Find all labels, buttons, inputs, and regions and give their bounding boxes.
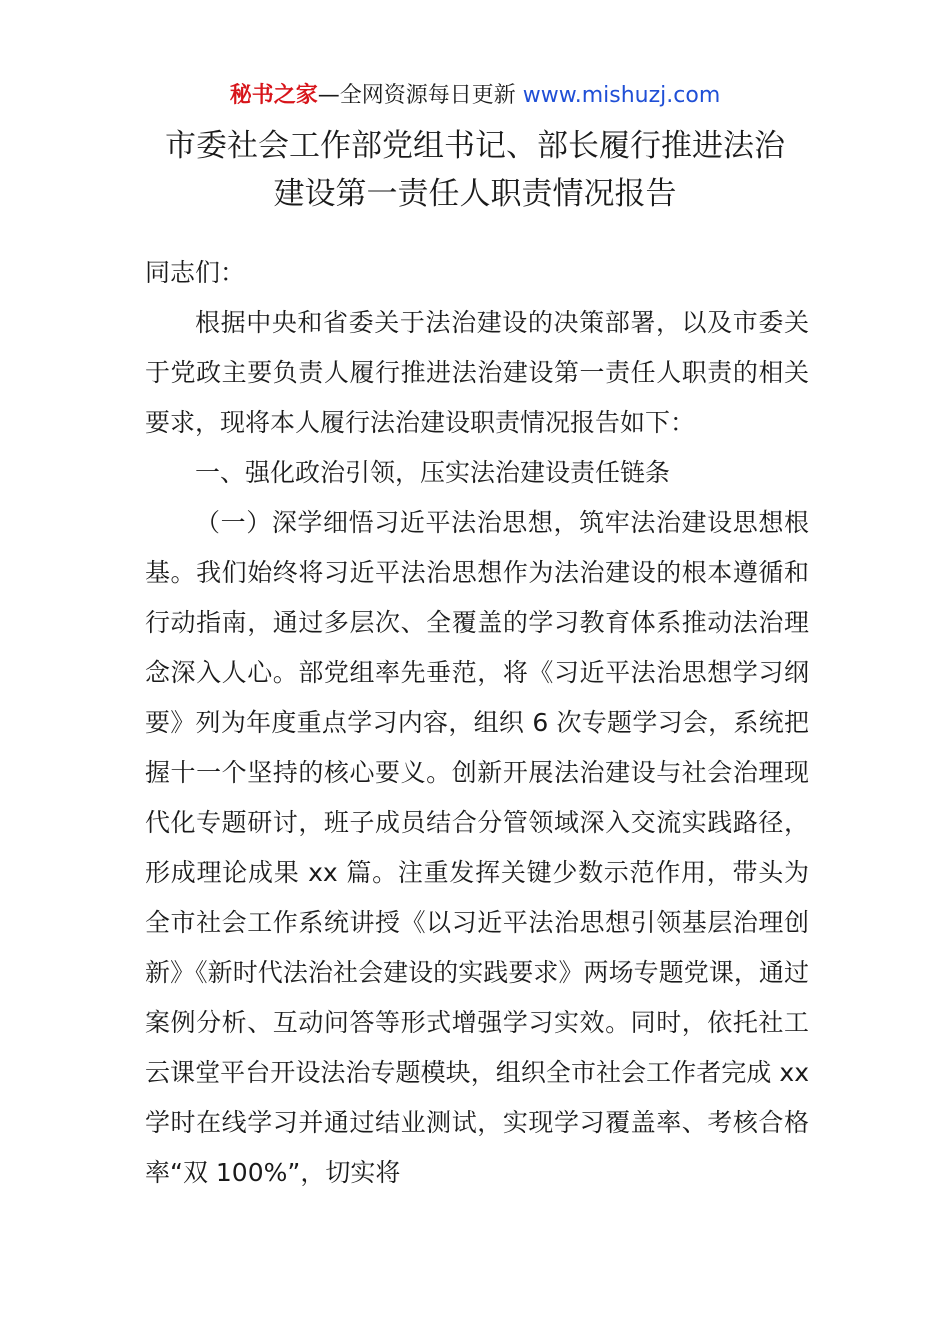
intro-paragraph: 根据中央和省委关于法治建设的决策部署，以及市委关于党政主要负责人履行推进法治建设第一责任人职责的相关要求，现将本人履行法治建设职责情况报告如下： (145, 308, 809, 437)
salutation: 同志们： (145, 258, 246, 287)
site-header (0, 80, 950, 112)
document-body (145, 248, 809, 1198)
title-line-2: 建设第一责任人职责情况报告 (273, 176, 677, 212)
subsection-paragraph-1: （一）深学细悟习近平法治思想，筑牢法治建设思想根基。我们始终将习近平法治思想作为法治建设的根本遵循和行动指南，通过多层次、全覆盖的学习教育体系推动法治理念深入人心。部党组率先垂范，将《习近平法治思想学习纲要》列为年度重点学习内容，组织 6 次专题学习会，系统把握十一个坚持的核心要义。创新开展法治建设与社会治理现代化专题研讨，班子成员结合分管领域深入交流实践路径，形成理论成果 xx 篇。注重发挥关键少数示范作用，带头为全市社会工作系统讲授《以习近平法治思想引领基层治理创新》《新时代法治社会建设的实践要求》两场专题党课，通过案例分析、互动问答等形式增强学习实效。同时，依托社工云课堂平台开设法治专题模块，组织全市社会工作者完成 xx 学时在线学习并通过结业测试，实现学习覆盖率、考核合格率“双 100%”，切实将 (145, 508, 809, 1187)
site-brand: 秘书之家 (229, 83, 318, 108)
site-tagline: —全网资源每日更新 (317, 83, 523, 108)
section-heading-1: 一、强化政治引领，压实法治建设责任链条 (195, 458, 671, 487)
title-line-1: 市委社会工作部党组书记、部长履行推进法治 (165, 128, 785, 164)
site-url[interactable]: www.mishuzj.com (522, 83, 721, 108)
document-title (0, 122, 950, 218)
